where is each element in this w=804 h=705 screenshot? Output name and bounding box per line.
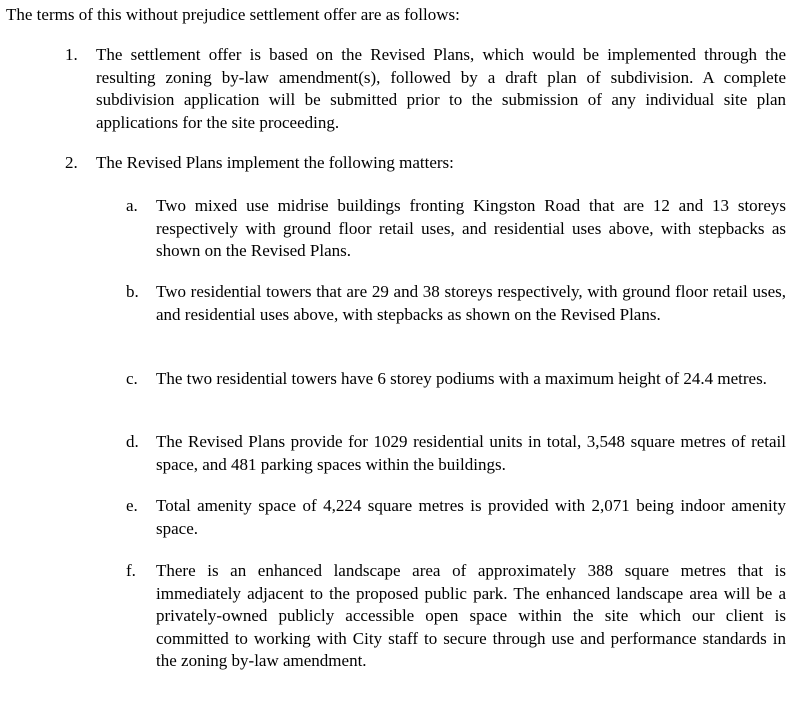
item-text: The settlement offer is based on the Revised Plans, which would be implemented through the resulting zoning by-law amendment(s), followed by a draft plan of subdivision. A complete subdivision application will be submitted prior to the submission of any individual site plan applications for the site proceeding. (96, 45, 786, 132)
sub-item-f (126, 560, 786, 673)
sub-item-letter: f. (126, 561, 136, 580)
item-number: 2. (65, 153, 78, 172)
sub-item-text: Two residential towers that are 29 and 38 storeys respectively, with ground floor retail uses, and residential uses above, with stepbacks as shown on the Revised Plans. (156, 282, 786, 324)
sub-item-letter: e. (126, 496, 138, 515)
sub-item-letter: a. (126, 196, 138, 215)
item-number: 1. (65, 45, 78, 64)
sub-item-text: Two mixed use midrise buildings fronting Kingston Road that are 12 and 13 storeys respectively with ground floor retail uses, and residential uses above, with stepbacks as shown on the Revised Plans. (156, 196, 786, 260)
sub-item-text: There is an enhanced landscape area of approximately 388 square metres that is immediately adjacent to the proposed public park. The enhanced landscape area will be a privately-owned publicly accessible open space within the site which our client is committed to working with City staff to secure through use and performance standards in the zoning by-law amendment. (156, 561, 786, 670)
item-text: The Revised Plans implement the following matters: (96, 153, 454, 172)
sub-item-c (126, 368, 786, 391)
sub-item-e (126, 495, 786, 540)
numbered-item-2 (65, 152, 786, 175)
sub-item-a (126, 195, 786, 263)
sub-item-b (126, 281, 786, 326)
intro-paragraph: The terms of this without prejudice settlement offer are as follows: (6, 5, 460, 24)
sub-item-text: The two residential towers have 6 storey podiums with a maximum height of 24.4 metres. (156, 369, 767, 388)
sub-item-d (126, 431, 786, 476)
sub-item-letter: c. (126, 369, 138, 388)
sub-item-letter: d. (126, 432, 139, 451)
sub-item-text: Total amenity space of 4,224 square metres is provided with 2,071 being indoor amenity space. (156, 496, 786, 538)
sub-item-text: The Revised Plans provide for 1029 residential units in total, 3,548 square metres of retail space, and 481 parking spaces within the buildings. (156, 432, 786, 474)
numbered-item-1 (65, 44, 786, 134)
sub-item-letter: b. (126, 282, 139, 301)
